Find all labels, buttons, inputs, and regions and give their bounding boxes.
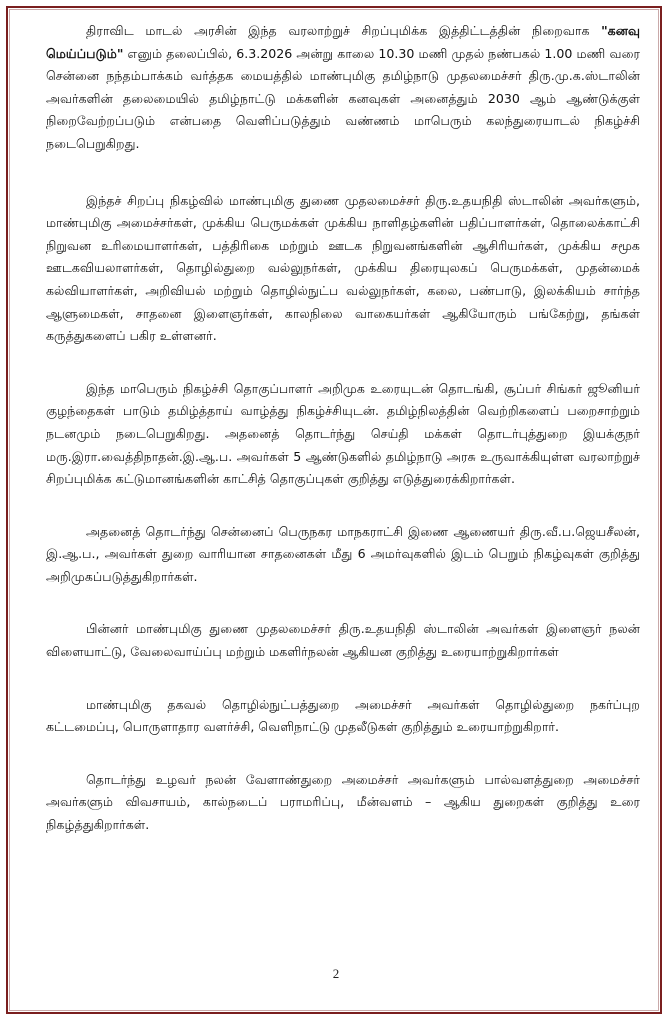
paragraph-4: அதனைத் தொடர்ந்து சென்னைப் பெருநகர மாநகராட்சி இணை ஆணையர் திரு.வீ.ப.ஜெயசீலன், இ.ஆ.ப., அவர்கள் துறை வாரியான சாதனைகள் மீது 6 அமர்வுகளில் இடம் பெறும் நிகழ்வுகள் குறித்து அறிமுகப்படுத்துகிறார்கள். [46,523,640,584]
paragraph-5: பின்னர் மாண்புமிகு துணை முதலமைச்சர் திரு.உதயநிதி ஸ்டாலின் அவர்கள் இளைஞர் நலன் விளையாட்டு, வேலைவாய்ப்பு மற்றும் மகளிர்நலன் ஆகியன குறித்து உரையாற்றுகிறார்கள் [46,621,640,660]
paragraph-3: இந்த மாபெரும் நிகழ்ச்சி தொகுப்பாளர் அறிமுக உரையுடன் தொடங்கி, சூப்பர் சிங்கர் ஜூனியர் குழந்தைகள் பாடும் தமிழ்த்தாய் வாழ்த்து நிகழ்ச்சியுடன். தமிழ்நிலத்தின் வெற்றிகளைப் பறைசாற்றும் நடனமும் நடைபெறுகிறது. அதனைத் தொடர்ந்து செய்தி மக்கள் தொடர்புத்துறை இயக்குநர் மரு.இரா.வைத்திநாதன்.இ.ஆ.ப. அவர்கள் 5 ஆண்டுகளில் தமிழ்நாடு அரசு உருவாக்கியுள்ள வரலாற்றுச் சிறப்புமிக்க கட்டுமானங்களின் காட்சித் தொகுப்புகள் குறித்து எடுத்துரைக்கிறார்கள். [46,380,640,487]
event-title-bold: "கனவு மெய்ப்படும்" [46,23,640,61]
paragraph-2: இந்தச் சிறப்பு நிகழ்வில் மாண்புமிகு துணை முதலமைச்சர் திரு.உதயநிதி ஸ்டாலின் அவர்களும், மாண்புமிகு அமைச்சர்கள், முக்கிய பெருமக்கள் முக்கிய நாளிதழ்களின் பதிப்பாளர்கள், தொலைக்காட்சி நிறுவன உரிமையாளர்கள், பத்திரிகை மற்றும் ஊடக நிறுவனங்களின் ஆசிரியர்கள், முக்கிய சமூக ஊடகவியலாளர்கள், தொழில்துறை வல்லுநர்கள், முக்கிய திரையுலகப் பெருமக்கள், முதன்மைக் கல்வியாளர்கள், அறிவியல் மற்றும் தொழில்நுட்ப வல்லுநர்கள், கலை, பண்பாடு, இலக்கியம் சார்ந்த ஆளுமைகள், சாதனை இளைஞர்கள், காலநிலை வாகையர்கள் ஆகியோரும் பங்கேற்று, தங்கள் கருத்துகளைப் பகிர உள்ளனர். [46,192,640,344]
paragraph-1 [46,20,640,156]
page-number: 2 [332,966,340,981]
document-body [46,20,640,837]
paragraph-7: தொடர்ந்து உழவர் நலன் வேளாண்துறை அமைச்சர் அவர்களும் பால்வளத்துறை அமைச்சர் அவர்களும் விவசாயம், கால்நடைப் பராமரிப்பு, மீன்வளம் – ஆகிய துறைகள் குறித்து உரை நிகழ்த்துகிறார்கள். [46,771,640,833]
paragraph-1-intro: திராவிட மாடல் அரசின் இந்த வரலாற்றுச் சிறப்புமிக்க இத்திட்டத்தின் நிறைவாக [86,23,602,38]
paragraph-1-rest: எனும் தலைப்பில், 6.3.2026 அன்று காலை 10.30 மணி முதல் நண்பகல் 1.00 மணி வரை சென்னை நந்தம்பாக்கம் வர்த்தக மையத்தில் மாண்புமிகு தமிழ்நாடு முதலமைச்சர் திரு.மு.க.ஸ்டாலின் அவர்களின் தலைமையில் தமிழ்நாட்டு மக்களின் கனவுகள் அனைத்தும் 2030 ஆம் ஆண்டுக்குள் நிறைவேற்றப்படும் என்பதை வெளிப்படுத்தும் வண்ணம் மாபெரும் கலந்துரையாடல் நிகழ்ச்சி நடைபெறுகிறது. [46,45,640,151]
paragraph-6: மாண்புமிகு தகவல் தொழில்நுட்பத்துறை அமைச்சர் அவர்கள் தொழில்துறை நகர்ப்புற கட்டமைப்பு, பொருளாதார வளர்ச்சி, வெளிநாட்டு முதலீடுகள் குறித்தும் உரையாற்றுகிறார். [46,696,640,735]
